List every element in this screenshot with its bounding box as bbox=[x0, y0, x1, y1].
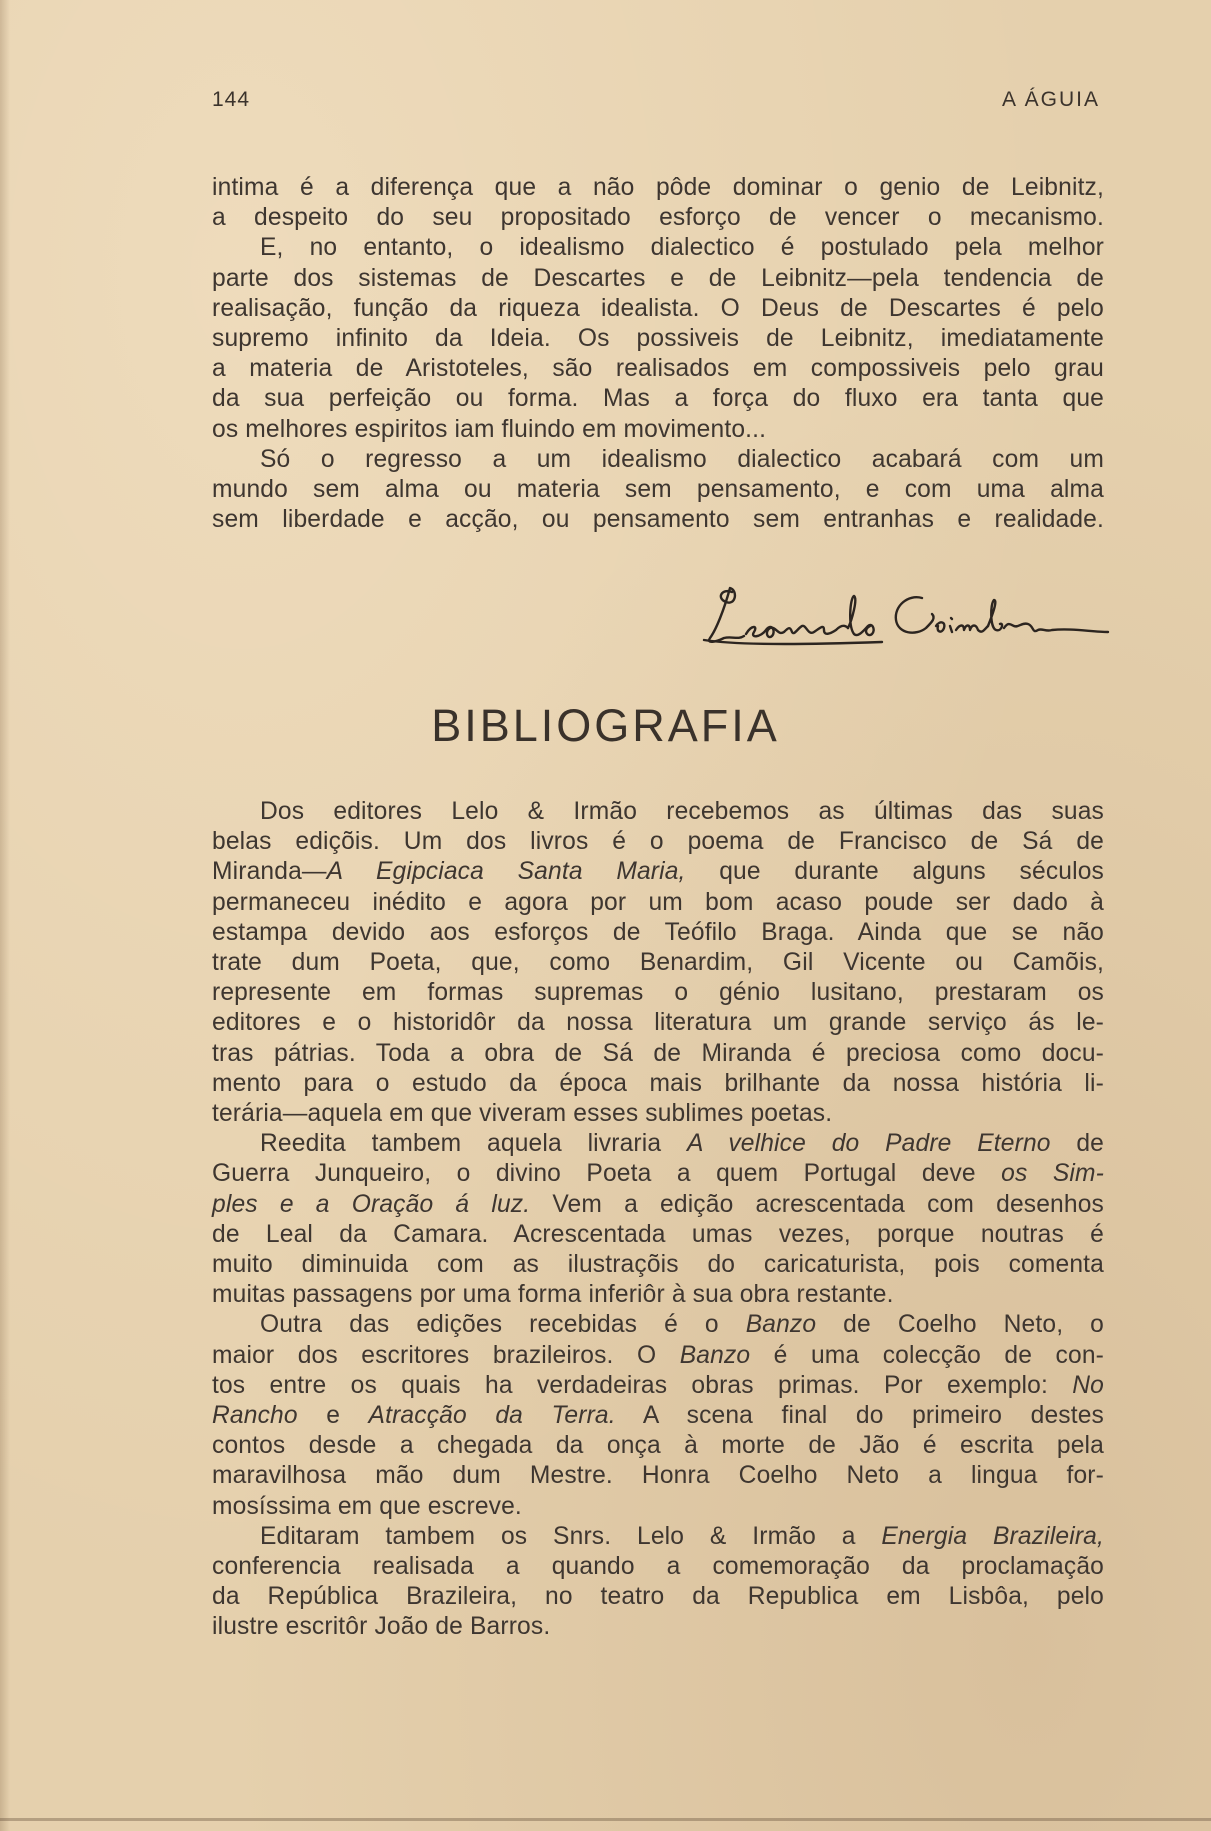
signature-drawing bbox=[702, 580, 1112, 652]
text-line: ilustre escritôr João de Barros. bbox=[212, 1613, 551, 1641]
text-line: Guerra Junqueiro, o divino Poeta a quem Portugal deve os Sim- bbox=[212, 1160, 1105, 1188]
text-line: Rancho e Atracção da Terra. A scena final do primeiro destes bbox=[212, 1402, 1104, 1430]
book-title: A velhice do Padre Eterno bbox=[686, 1130, 1051, 1158]
text-line: estampa devido aos esforços de Teófilo Braga. Ainda que se não bbox=[212, 918, 1104, 946]
book-title: os Sim- bbox=[1001, 1160, 1105, 1188]
article-end-text bbox=[212, 173, 1104, 535]
text-line: Só o regresso a um idealismo dialectico acabará com um bbox=[260, 445, 1104, 473]
text-line: Dos editores Lelo & Irmão recebemos as últimas das suas bbox=[260, 798, 1104, 825]
book-title: ples e a Oração á luz. bbox=[212, 1190, 531, 1218]
running-title: A ÁGUIA bbox=[1001, 88, 1100, 111]
text-line: trate dum Poeta, que, como Benardim, Gil Vicente ou Camõis, bbox=[212, 949, 1104, 977]
text-line: contos desde a chegada da onça à morte de Jão é escrita pela bbox=[212, 1432, 1104, 1460]
text-line: Outra das edições recebidas é o Banzo de Coelho Neto, o bbox=[260, 1311, 1104, 1339]
text-line: mosíssima em que escreve. bbox=[212, 1492, 522, 1520]
text-line: editores e o historidôr da nossa literatura um grande serviço ás le- bbox=[212, 1009, 1104, 1037]
text-line: parte dos sistemas de Descartes e de Leibnitz—pela tendencia de bbox=[212, 264, 1104, 292]
page-number: 144 bbox=[212, 88, 251, 111]
text-line: Miranda—A Egipciaca Santa Maria, que durante alguns séculos bbox=[212, 858, 1104, 886]
text-line: ples e a Oração á luz. Vem a edição acrescentada com desenhos bbox=[212, 1190, 1104, 1218]
book-title: Banzo bbox=[745, 1311, 817, 1339]
text-line: tras pátrias. Toda a obra de Sá de Miranda é preciosa como docu- bbox=[212, 1039, 1104, 1067]
book-title: Atracção da Terra. bbox=[368, 1402, 616, 1430]
text-line: mundo sem alma ou materia sem pensamento, e com uma alma bbox=[212, 476, 1104, 504]
text-line: tos entre os quais ha verdadeiras obras primas. Por exemplo: No bbox=[212, 1371, 1104, 1399]
running-header bbox=[212, 88, 1100, 118]
text-line: belas ediçõis. Um dos livros é o poema de Francisco de Sá de bbox=[212, 828, 1104, 856]
text-line: da sua perfeição ou forma. Mas a força do fluxo era tanta que bbox=[212, 385, 1104, 413]
book-title: Energia Brazileira, bbox=[881, 1522, 1104, 1550]
text-line: os melhores espiritos iam fluindo em movimento... bbox=[212, 415, 767, 443]
book-title: A Egipciaca Santa Maria, bbox=[326, 858, 686, 886]
text-line: represente em formas supremas o génio lusitano, prestaram os bbox=[212, 979, 1104, 1007]
text-line: da República Brazileira, no teatro da Republica em Lisbôa, pelo bbox=[212, 1583, 1104, 1611]
section-title: BIBLIOGRAFIA bbox=[431, 700, 780, 751]
book-title: No bbox=[1072, 1371, 1104, 1399]
author-signature bbox=[702, 580, 1112, 652]
page-edge-shadow bbox=[0, 0, 10, 1831]
book-title: Rancho bbox=[212, 1402, 298, 1430]
text-line: intima é a diferença que a não pôde dominar o genio de Leibnitz, bbox=[212, 174, 1104, 201]
text-line: Reedita tambem aquela livraria A velhice do Padre Eterno de bbox=[260, 1130, 1104, 1158]
text-line: E, no entanto, o idealismo dialectico é postulado pela melhor bbox=[260, 234, 1104, 262]
text-line: permaneceu inédito e agora por um bom acaso poude ser dado à bbox=[212, 888, 1104, 916]
text-line: realisação, função da riqueza idealista. O Deus de Descartes é pelo bbox=[212, 294, 1104, 322]
text-line: terária—aquela em que viveram esses sublimes poetas. bbox=[212, 1100, 833, 1128]
text-line: supremo infinito da Ideia. Os possiveis de Leibnitz, imediatamente bbox=[212, 325, 1104, 353]
page-bottom-edge bbox=[0, 1818, 1211, 1821]
text-line: sem liberdade e acção, ou pensamento sem entranhas e realidade. bbox=[212, 506, 1104, 534]
text-line: de Leal da Camara. Acrescentada umas vezes, porque noutras é bbox=[212, 1220, 1104, 1248]
book-title: Banzo bbox=[679, 1341, 751, 1369]
text-line: mento para o estudo da época mais brilhante da nossa história li- bbox=[212, 1069, 1104, 1097]
text-line: a materia de Aristoteles, são realisados em compossiveis pelo grau bbox=[212, 355, 1104, 383]
text-line: maior dos escritores brazileiros. O Banzo é uma colecção de con- bbox=[212, 1341, 1104, 1369]
text-line: maravilhosa mão dum Mestre. Honra Coelho Neto a lingua for- bbox=[212, 1462, 1104, 1490]
text-line: muito diminuida com as ilustraçõis do caricaturista, pois comenta bbox=[212, 1251, 1104, 1279]
text-line: conferencia realisada a quando a comemoração da proclamação bbox=[212, 1553, 1104, 1581]
text-line: Editaram tambem os Snrs. Lelo & Irmão a Energia Brazileira, bbox=[260, 1522, 1104, 1550]
text-line: a despeito do seu propositado esforço de vencer o mecanismo. bbox=[212, 204, 1104, 232]
bibliografia-text bbox=[212, 797, 1104, 1643]
text-line: muitas passagens por uma forma inferiôr à sua obra restante. bbox=[212, 1281, 894, 1309]
